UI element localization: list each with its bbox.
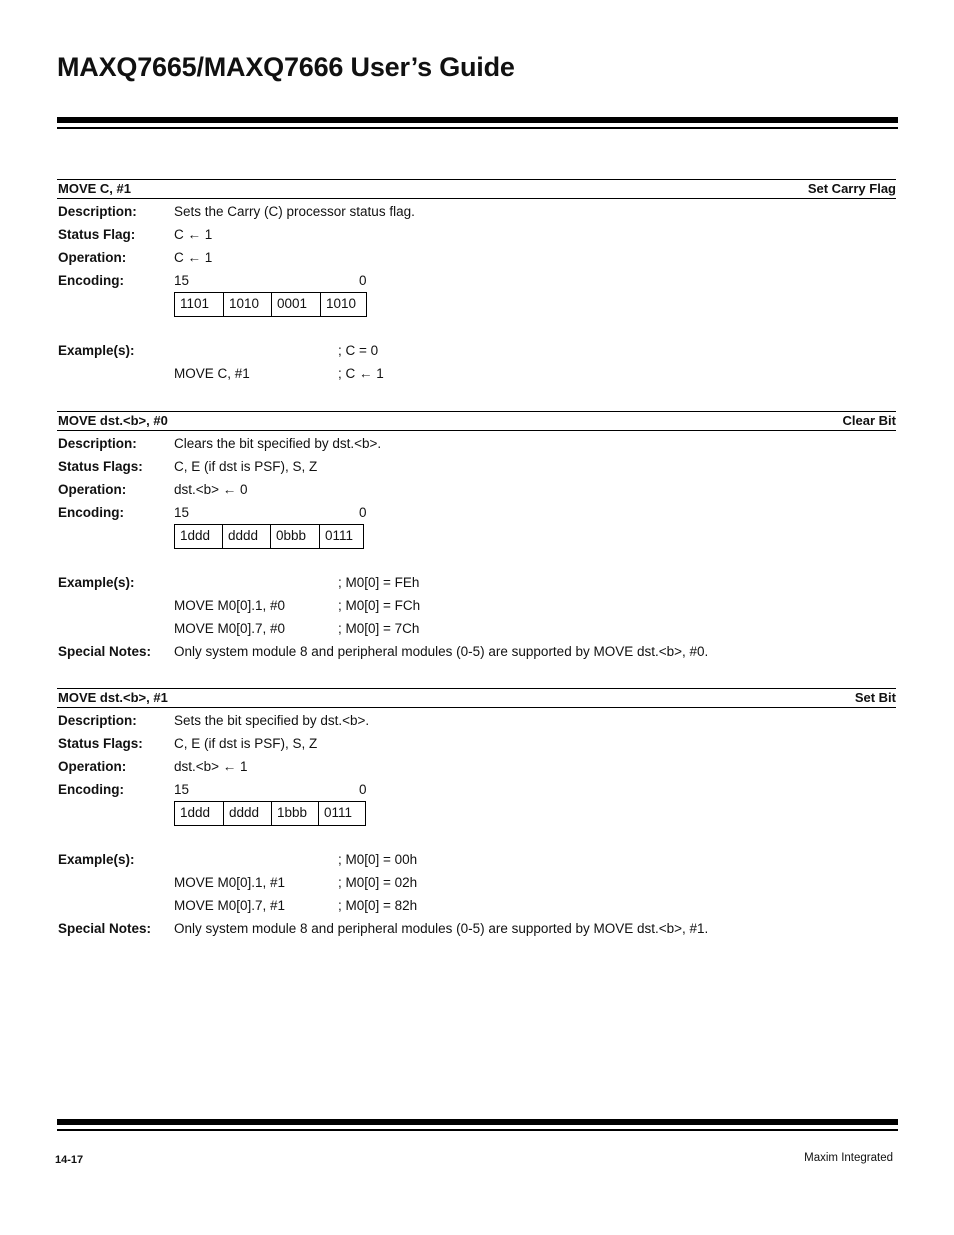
example-comment: ; M0[0] = 02h [338,875,418,890]
instruction-section-set-bit [57,688,896,939]
example-row [57,616,896,639]
instruction-title: Clear Bit [842,413,896,428]
encoding-label: Encoding: [58,782,124,797]
operation-label: Operation: [58,482,127,497]
example-comment: ; M0[0] = 00h [338,852,418,867]
encoding-nibble: 1bbb [271,802,318,825]
footer-rule-thick [57,1119,898,1125]
encoding-nibble: 1010 [223,293,271,316]
operation-row [57,245,896,268]
status-flags-label: Status Flags: [58,736,143,751]
header-rule-thick [57,117,898,123]
status-flag-text: C ← 1 [174,227,213,242]
special-notes-text: Only system module 8 and peripheral modules (0-5) are supported by MOVE dst.<b>, #1. [174,921,709,936]
example-row [57,593,896,616]
encoding-bit-high: 15 [174,782,190,797]
encoding-box [174,801,366,826]
example-row [57,847,896,870]
encoding-bit-low: 0 [359,505,367,520]
encoding-nibble: 0001 [271,293,320,316]
encoding-bit-high: 15 [174,505,190,520]
operation-row [57,477,896,500]
special-notes-label: Special Notes: [58,644,152,659]
encoding-label: Encoding: [58,273,124,288]
description-row [57,431,896,454]
example-comment: ; C = 0 [338,343,379,358]
description-row [57,199,896,222]
header-rule-thin [57,127,898,129]
encoding-nibble: 1101 [180,296,210,311]
special-notes-text: Only system module 8 and peripheral modules (0-5) are supported by MOVE dst.<b>, #0. [174,644,709,659]
encoding-row [57,777,896,801]
encoding-box [174,292,367,317]
example-row [57,870,896,893]
status-flags-row [57,731,896,754]
example-row [57,570,896,593]
encoding-nibble: 1010 [320,293,366,316]
encoding-box-wrap [57,801,896,847]
encoding-nibble: 0111 [318,802,365,825]
instruction-mnemonic: MOVE dst.<b>, #0 [58,413,168,428]
example-comment: ; C ← 1 [338,366,384,381]
instruction-section-move-c-1 [57,179,896,384]
examples-label: Example(s): [58,575,135,590]
description-row [57,708,896,731]
example-code: MOVE M0[0].1, #0 [174,598,286,613]
encoding-row [57,500,896,524]
encoding-nibble: dddd [222,525,270,548]
description-label: Description: [58,713,137,728]
instruction-section-clear-bit [57,411,896,662]
status-flags-text: C, E (if dst is PSF), S, Z [174,459,318,474]
description-text: Sets the bit specified by dst.<b>. [174,713,370,728]
document-title: MAXQ7665/MAXQ7666 User’s Guide [57,52,515,82]
examples-label: Example(s): [58,343,135,358]
encoding-bit-low: 0 [359,782,367,797]
example-code: MOVE C, #1 [174,366,250,381]
description-label: Description: [58,436,137,451]
encoding-bit-high: 15 [174,273,190,288]
encoding-nibble: dddd [223,802,271,825]
operation-text: dst.<b> ← 0 [174,482,248,497]
section-header [57,179,896,199]
encoding-row [57,268,896,292]
footer-rule-thin [57,1129,898,1131]
encoding-nibble: 0111 [319,525,363,548]
operation-label: Operation: [58,250,127,265]
example-code: MOVE M0[0].7, #0 [174,621,286,636]
instruction-mnemonic: MOVE dst.<b>, #1 [58,690,168,705]
description-text: Clears the bit specified by dst.<b>. [174,436,382,451]
example-row [57,893,896,916]
example-code: MOVE M0[0].1, #1 [174,875,286,890]
encoding-nibble: 1ddd [180,805,211,820]
operation-label: Operation: [58,759,127,774]
examples-label: Example(s): [58,852,135,867]
encoding-nibble: 0bbb [270,525,319,548]
status-flags-text: C, E (if dst is PSF), S, Z [174,736,318,751]
example-comment: ; M0[0] = 82h [338,898,418,913]
status-flag-row [57,222,896,245]
section-header [57,411,896,431]
instruction-title: Set Carry Flag [807,181,896,196]
example-comment: ; M0[0] = FCh [338,598,421,613]
special-notes-row [57,916,896,939]
section-header [57,688,896,708]
company-name: Maxim Integrated [804,1152,893,1164]
encoding-label: Encoding: [58,505,124,520]
status-flags-label: Status Flags: [58,459,143,474]
encoding-box [174,524,364,549]
example-row [57,361,896,384]
description-text: Sets the Carry (C) processor status flag. [174,204,415,219]
encoding-bit-low: 0 [359,273,367,288]
special-notes-label: Special Notes: [58,921,152,936]
special-notes-row [57,639,896,662]
operation-text: C ← 1 [174,250,213,265]
instruction-title: Set Bit [854,690,896,705]
encoding-box-wrap [57,524,896,570]
page-number: 14-17 [55,1154,84,1166]
status-flags-row [57,454,896,477]
encoding-nibble: 1ddd [180,528,211,543]
operation-row [57,754,896,777]
status-flag-label: Status Flag: [58,227,136,242]
example-comment: ; M0[0] = 7Ch [338,621,420,636]
example-comment: ; M0[0] = FEh [338,575,420,590]
example-code: MOVE M0[0].7, #1 [174,898,286,913]
operation-text: dst.<b> ← 1 [174,759,248,774]
encoding-box-wrap [57,292,896,338]
instruction-mnemonic: MOVE C, #1 [58,181,131,196]
description-label: Description: [58,204,137,219]
example-row [57,338,896,361]
